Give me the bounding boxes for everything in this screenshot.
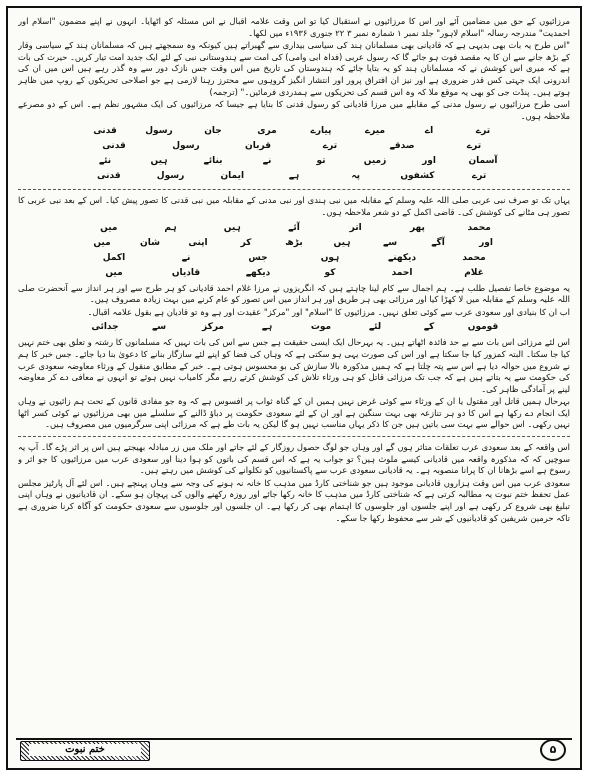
poem-word: سے [151,322,167,333]
poem-word: ترے [472,171,487,182]
paragraph-5: یہ موضوع خاصا تفصیل طلب ہے۔ ہم اجمال سے کام لینا چاہتے ہیں کہ انگریزوں نے مرزا غلام احمد قادیانی کو ہر طرح سے اور ہر انداز سے آنحضرت صلی اللہ علیہ وسلم کے مقابلہ میں لا کھڑا کیا اور مرزائی بھی ہر طریق اور ہر انداز میں اس تصور کو عام کرنے میں بہت زیادہ مصروف ہیں۔ [18,282,570,305]
poem-word: موت [310,322,332,333]
poem-word: کو [324,267,336,278]
poem-word: لئے [368,322,382,333]
poem-word: محمد [467,222,491,233]
poem-line [18,251,570,266]
magazine-logo [20,741,150,761]
poem-word: نئے [98,156,112,167]
paragraph-9: اس واقعہ کے بعد سعودی عرب تعلقات متاثر ہوں گے اور وہاں جو لوگ حصول روزگار کے لئے جاتے اور ملک میں زر مبادلہ بھیجتے ہیں اس پر اثر پڑے گا۔ آپ یہ سوچیں کہ کہ مذکورہ واقعہ میں قادیانی کیسے ملوث ہیں؟ تو جواب یہ ہے کہ اس قسم کی باتوں کو ہوا دینا اور سعودی عرب میں مرزائیوں کا جو اثر و رسوخ ہے اسے بڑھانا ان کا پرانا منصوبہ ہے۔ یہ قادیانی سعودی عرب سے پاکستانیوں کو نکلوانے کی کوشش میں رہتے ہیں۔ [18,442,570,476]
poem-word: اکمل [102,252,126,263]
divider [18,436,570,437]
poem-word: آئے [288,222,300,233]
poem-word: قوموں [467,322,499,333]
poem-word: ہم [164,222,177,233]
poem-line [18,139,570,154]
poem-word: ہیں [223,222,241,233]
poem-word: آگے [431,237,445,248]
poem-word: میں [93,237,111,248]
poem-word: مری [257,126,277,137]
paragraph-6: اب ان کا بنیادی اور سعودی عرب سے کوئی تعلق نہیں۔ مرزائیوں کا "اسلام" اور "مرکز" عقیدت اور ہے وہ تو قادیان ہے بقول علامہ اقبال۔ [87,306,570,317]
poem-word: تو [316,156,326,167]
poem-word: ہے [261,322,273,333]
page-footer [16,738,572,762]
poem-word: سے [382,237,398,248]
paragraph-1: مرزائیوں کے حق میں مضامین آئے اور اس کا مرزائیوں نے استقبال کیا تو اس وقت علامہ اقبال نے اس مسئلہ کو اٹھایا۔ انہوں نے اپنے مضمون "اسلام اور احمدیت" مندرجہ رسالہ "اسلام لاہور" جلد نمبر ۱ شمارہ نمبر ۳ ۲۲ جنوری ۱۹۳۶ء میں لکھا۔ [18,16,570,38]
poem-word: میں [100,222,118,233]
poem-word: رسول [172,141,200,152]
poem-word: صدقے [389,141,415,152]
poem-word: نے [181,252,191,263]
poem-word: جان [204,126,222,137]
poem-word: دیکھے [245,267,271,278]
document-page [6,6,582,770]
poem-word: رسول [145,126,173,137]
poem-word: کے [423,322,435,333]
poem-word: پیارے [310,126,332,137]
poem-word: قدنی [93,126,117,137]
poem-word: جدائی [91,322,119,333]
poem-word: رسول [156,171,185,182]
poem-word: اے [424,126,434,137]
poem-word: محمد [462,252,486,263]
page-number: ۵ [540,739,566,761]
poem-word: نے [262,156,272,167]
poem-word: دیکھنے [387,252,417,263]
verse-iqbal [18,320,570,335]
poem-word: آسمان [468,156,498,167]
poem-line [18,266,570,281]
poem-qazi-akmal [18,221,570,281]
poem-word: ترے [475,126,491,137]
poem-word: میں [105,267,123,278]
quotation-iqbal: "اس طرح یہ بات بھی بدیہی ہے کہ قادیانی بھی مسلمانان ہند کی سیاسی بیداری سے گھبراتے ہیں کیونکہ وہ سمجھتے ہیں کہ مسلمانان ہند کے سیاسی وقار کے بڑھ جانے سے ان کا یہ مقصد فوت ہو جائے گا کہ رسول عربی (فداہ ابی وامی) کی امت سے ہندوستانی نبی کے لئے ایک جدید امت تیار کریں۔ حیرت کی بات ہے کہ میری اس کوشش نے کہ مسلمانان ہند کو یہ بتایا جائے کہ ہندوستان کی تاریخ میں اس وقت جس نازک دور سے وہ گذر رہے ہیں اس میں ان کی اندرونی ایک جہتی کس قدر ضروری ہے اور نیز ان افتراق پرور اور انتشار انگیز گروہوں سے محترز رہنا لازمی ہے جو اصلاحی تحریکوں کے روپ میں ظاہر ہوتے ہیں۔ پنڈت جی کو بھی یہ موقع ملا کہ وہ اس قسم کی تحریکوں سے ہمدردی فرمائیں۔" (ترجمہ) [18,40,570,97]
poem-word: زمیں [363,156,387,167]
poem-word: اور [422,156,436,167]
poem-word: پھر [409,222,425,233]
poem-word: اتر [349,222,362,233]
poem-line [18,154,570,169]
paragraph-4: یہاں تک تو صرف نبی عربی صلی اللہ علیہ وسلم کے مقابلہ میں نبی ہندی اور نبی مدنی کے مقابلہ میں نبی قدنی کا تصور پیش کیا۔ اس کے بعد نبی عربی کا تصور ہی مٹانے کی کوشش کی۔ قاضی اکمل کے دو شعر ملاحظہ ہوں۔ [18,195,570,217]
poem-word: ایمان [220,171,245,182]
poem-word: اپنی [188,237,208,248]
divider [18,189,570,190]
poem-line [18,236,570,251]
article-body [18,16,570,734]
poem-word: قدنی [97,171,121,182]
poem-word: ہیں [333,237,351,248]
magazine-logo-text: ختم نبوت [29,744,141,756]
poem-word: شان [140,237,160,248]
poem-word: ہوں [320,252,340,263]
poem-word: اور [479,237,493,248]
poem-line [18,221,570,236]
poem-word: بڑھ [285,237,303,248]
poem-word: قدنی [102,141,126,152]
poem-word: جس [248,252,268,263]
paragraph-10: سعودی عرب میں اس وقت ہزاروں قادیانی موجود ہیں جو شناختی کارڈ میں مذہب کا خانہ نہ ہونے کی وجہ سے وہاں پہنچے ہیں۔ اس لئے آل پارٹیز مجلس عمل تحفظ ختم نبوت یہ مطالبہ کرتی ہے کہ شناختی کارڈ میں مذہب کا خانہ رکھا جائے اور روزہ رکھنے والوں کی پہچان ہو سکے۔ ان قادیانیوں نے وہاں اپنی تبلیغ بھی شروع کر رکھی ہے اور اپنے جلسوں اور جلوسوں کا اہتمام بھی کر رکھا ہے۔ ان جلسوں اور جلوسوں سے سعودی حکومت کو آگاہ کرنا ضروری ہے تاکہ حرمین شریفین کو قادیانیوں کے شر سے محفوظ رکھا جا سکے۔ [18,477,570,523]
poem-rasool-qadni [18,124,570,184]
poem-word: ترے [466,141,482,152]
poem-word: ہے [288,171,300,182]
poem-word: غلام [464,267,484,278]
paragraph-8: بہرحال ہمیں قاتل اور مقتول یا ان کے ورثاء سے کوئی غرض نہیں ہمیں ان کے گناہ ثواب پر افسوس ہے کہ وہ جو مفادی قانون کے تحت ہم زائیوں نے وہاں ایک انجام دے رکھا ہے اس کا دو ہر تنازعہ بھی بہت سنگین ہے اور ان کے لئے سعودی حکومت پر دباؤ ڈالنے کے سلسلے میں بھی مرزائیوں نے کوئی کسر اٹھا نہیں رکھی۔ اس حوالے سے بہت سی باتیں ہیں جن کا ذکر یہاں مناسب نہیں ہو گا لیکن یہ بات طے ہے کہ مرزائی اپنی سرگرمیوں میں مصروف ہیں۔ [18,396,570,430]
poem-word: احمد [391,267,413,278]
poem-word: قربان [245,141,271,152]
poem-word: ہیں [150,156,168,167]
poem-word: پہ [351,171,361,182]
poem-word: کشفوں [400,171,435,182]
poem-word: ترے [322,141,338,152]
paragraph-3: اسی طرح مرزائیوں نے رسول مدنی کے مقابلے میں مرزا قادیانی کو رسول قدنی کا بنایا ہے جیسا کہ مرزائیوں کی ایک مشہور نظم ہے۔ اس کے دو مصرعے ملاحظہ ہوں۔ [18,99,570,121]
poem-word: مرکز [201,322,224,333]
paragraph-7: اس لئے مرزائی اس بات سے بے حد فائدہ اٹھاتے ہیں۔ یہ بہرحال ایک ایسی حقیقت ہے جس سے اس کی بات نہیں کہ مسلمانوں کا رشتہ و تعلق بھی ختم نہیں کیا جا سکتا۔ البتہ کمزور کیا جا سکتا ہے اور اس کی صورت یہی ہو سکتی ہے کہ وہاں کی فضا کو اپنے لئے سازگار بنانے کا دعویٰ بنا دیا جائے۔ جس خبر کا ہم نے شروع میں حوالہ دیا ہے اس سے پتہ چلتا ہے کہ ہمیں مذکورہ بالا سازش کی بو محسوس ہوتی ہے۔ خبر کے مطابق منقول کے ورثاء معاوضہ سعودی عرب کی حکومت سے یہ بتاتے ہیں ہے کہ جب تک مرزائی قاتل کو ہی ورثاء تلاش کی کوشش کرتے رہے مگر کامیاب نہیں ہوئے تو انہوں نے معافی دے کر معاوضہ لینے پر آمادگی ظاہر کی۔ [18,337,570,394]
poem-word: میرے [364,126,386,137]
poem-line [18,169,570,184]
poem-word: بنائے [203,156,223,167]
poem-word: کر [240,237,252,248]
poem-line [18,124,570,139]
poem-word: قادیاں [171,267,201,278]
poem-line [18,320,570,335]
